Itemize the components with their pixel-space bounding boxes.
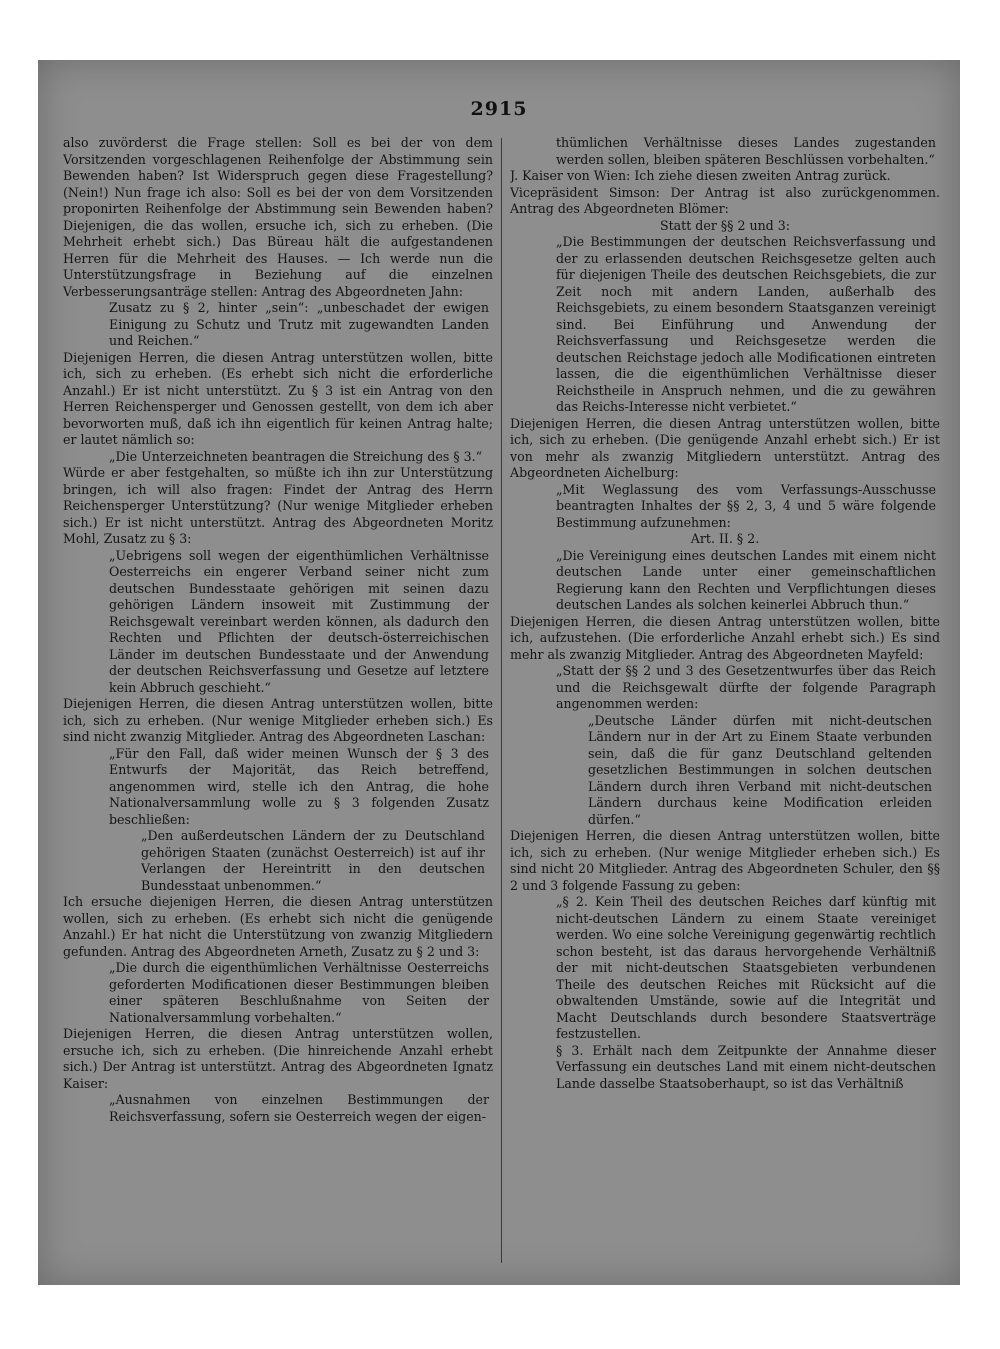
quoted-motion: „Die durch die eigenthümlichen Verhältnisse Oesterreichs geforderten Modificationen dieser Bestimmungen bleiben einer späteren Beschlußnahme von Seiten der Nationalversammlung vorbehalten.“ [109, 960, 489, 1025]
quoted-motion: „Die Vereinigung eines deutschen Landes mit einem nicht deutschen Lande unter einer gemeinschaftlichen Regierung kann den Rechten und Verpflichtungen dieses deutschen Landes als solchen keinerlei Abbruch thun.“ [556, 547, 936, 612]
paragraph: Diejenigen Herren, die diesen Antrag unterstützen wollen, bitte ich, aufzustehen. (Die erforderliche Anzahl erhebt sich.) Es sind mehr als zwanzig Mitglieder. Antrag des Abgeordneten Mayfeld: [510, 613, 940, 662]
quoted-motion: „Für den Fall, daß wider meinen Wunsch der § 3 des Entwurfs der Majorität, das Reich betreffend, angenommen wird, stelle ich den Antrag, die hohe Nationalversammlung wolle zu § 3 folgenden Zusatz beschließen: [109, 745, 489, 827]
paragraph: Diejenigen Herren, die diesen Antrag unterstützen wollen, bitte ich, sich zu erheben. (Nur wenige Mitglieder erheben sich.) Es sind nicht 20 Mitglieder. Antrag des Abgeordneten Schuler, den §§ 2 und 3 folgende Fassung zu geben: [510, 828, 940, 893]
paragraph: Ich ersuche diejenigen Herren, die diesen Antrag unterstützen wollen, sich zu erheben. (Es erhebt sich nicht die genügende Anzahl.) Er hat nicht die Unterstützung von zwanzig Mitgliedern gefunden. Antrag des Abgeordneten Arneth, Zusatz zu § 2 und 3: [63, 894, 493, 959]
section-heading: Art. II. § 2. [690, 531, 760, 546]
scanned-page [38, 60, 960, 1285]
quoted-motion: „§ 2. Kein Theil des deutschen Reiches darf künftig mit nicht-deutschen Ländern zu einem Staate vereiniget werden. Wo eine solche Vereinigung gegenwärtig rechtlich schon besteht, ist das daraus hervorgehende Verhältniß der mit nicht-deutschen Staatsgebieten verbundenen Theile des deutschen Reiches mit Rücksicht auf die obwaltenden Umstände, sowie auf die Integrität und Macht Deutschlands durch besondere Staatsverträge festzustellen. [556, 894, 936, 1041]
quoted-motion: „Uebrigens soll wegen der eigenthümlichen Verhältnisse Oesterreichs ein engerer Verband seiner nicht zum deutschen Bundesstaate gehörigen mit seinen dazu gehörigen Ländern insoweit mit Zustimmung der Reichsgewalt vereinbart werden können, als dadurch den Rechten und Pflichten der deutsch-österreichischen Länder im deutschen Bundesstaate und der Anwendung der deutschen Reichsverfassung und Gesetze auf letztere kein Abbruch geschieht.“ [109, 547, 489, 695]
right-column [510, 135, 940, 1265]
left-column [63, 135, 493, 1265]
quoted-motion: „Den außerdeutschen Ländern der zu Deutschland gehörigen Staaten (zunächst Oesterreich) ist auf ihr Verlangen der Hereintritt in den deutschen Bundesstaat unbenommen.“ [141, 828, 485, 893]
quoted-motion: Zusatz zu § 2, hinter „sein“: „unbeschadet der ewigen Einigung zu Schutz und Trutz mit zugewandten Landen und Reichen.“ [109, 300, 489, 348]
paragraph: Vicepräsident Simson: Der Antrag ist also zurückgenommen. Antrag des Abgeordneten Blömer: [510, 184, 940, 216]
quoted-motion: „Statt der §§ 2 und 3 des Gesetzentwurfes über das Reich und die Reichsgewalt dürfte der folgende Paragraph angenommen werden: [556, 663, 936, 711]
quoted-motion: „Die Unterzeichneten beantragen die Streichung des § 3.“ [109, 448, 483, 464]
paragraph: Diejenigen Herren, die diesen Antrag unterstützen wollen, bitte ich, sich zu erheben. (Die genügende Anzahl erhebt sich.) Er ist von mehr als zwanzig Mitgliedern unterstützt. Antrag des Abgeordneten Aichelburg: [510, 415, 940, 480]
quoted-motion: thümlichen Verhältnisse dieses Landes zugestanden werden sollen, bleiben späteren Beschlüssen vorbehalten.“ [556, 135, 936, 167]
quoted-motion: „Mit Weglassung des vom Verfassungs-Ausschusse beantragten Inhaltes der §§ 2, 3, 4 und 5 wäre folgende Bestimmung aufzunehmen: [556, 481, 936, 530]
quoted-motion: „Deutsche Länder dürfen mit nicht-deutschen Ländern nur in der Art zu Einem Staate verbunden sein, daß die für ganz Deutschland geltenden gesetzlichen Bestimmungen in solchen deutschen Ländern durch ihren Verband mit nicht-deutschen Ländern durchaus keine Modification erleiden dürfen.“ [588, 712, 932, 827]
page-number: 2915 [470, 98, 528, 120]
section-heading: Statt der §§ 2 und 3: [659, 217, 790, 233]
paragraph: Diejenigen Herren, die diesen Antrag unterstützen wollen, ersuche ich, sich zu erheben. (Die hinreichende Anzahl erhebt sich.) Der Antrag ist unterstützt. Antrag des Abgeordneten Ignatz Kaiser: [63, 1026, 493, 1091]
column-divider [501, 138, 502, 1263]
paragraph: Diejenigen Herren, die diesen Antrag unterstützen wollen, bitte ich, sich zu erheben. (Es erhebt sich nicht die erforderliche Anzahl.) Er ist nicht unterstützt. Zu § 3 ist ein Antrag von den Herren Reichensperger und Genossen gestellt, von dem ich aber bevorworten muß, daß ich ihn eigentlich für keinen Antrag halte; er lautet nämlich so: [63, 349, 493, 447]
quoted-motion: § 3. Erhält nach dem Zeitpunkte der Annahme dieser Verfassung ein deutsches Land mit einem nicht-deutschen Lande dasselbe Staatsoberhaupt, so ist das Verhältniß [556, 1042, 936, 1091]
paragraph: Diejenigen Herren, die diesen Antrag unterstützen wollen, bitte ich, sich zu erheben. (Nur wenige Mitglieder erheben sich.) Es sind nicht zwanzig Mitglieder. Antrag des Abgeordneten Laschan: [63, 696, 493, 744]
quoted-motion: „Die Bestimmungen der deutschen Reichsverfassung und der zu erlassenden deutschen Reichsgesetze gelten auch für diejenigen Theile des deutschen Reichsgebiets, die zur Zeit noch mit andern Landen, außerhalb des Reichsgebiets, zu einem besondern Staatsganzen vereinigt sind. Bei Einführung und Anwendung der Reichsverfassung und Reichsgesetze werden die deutschen Reichstage jedoch alle Modificationen eintreten lassen, die die eigenthümlichen Verhältnisse dieser Reichstheile in Anspruch nehmen, und die zu gewähren das Reichs-Interesse nicht verbietet.“ [556, 234, 936, 414]
paragraph: J. Kaiser von Wien: Ich ziehe diesen zweiten Antrag zurück. [510, 168, 891, 183]
paragraph: Würde er aber festgehalten, so müßte ich ihn zur Unterstützung bringen, ich will also fragen: Findet der Antrag des Herrn Reichensperger Unterstützung? (Nur wenige Mitglieder erheben sich.) Er ist nicht unterstützt. Antrag des Abgeordneten Moritz Mohl, Zusatz zu § 3: [63, 465, 493, 546]
quoted-motion: „Ausnahmen von einzelnen Bestimmungen der Reichsverfassung, sofern sie Oesterreich wegen der eigen- [109, 1092, 489, 1124]
paragraph: also zuvörderst die Frage stellen: Soll es bei der von dem Vorsitzenden vorgeschlagenen Reihenfolge der Abstimmung sein Bewenden haben? Ist Widerspruch gegen diese Fragestellung? (Nein!) Nun frage ich also: Soll es bei der von dem Vorsitzenden proponirten Reihenfolge der Abstimmung sein Bewenden haben? Diejenigen, die das wollen, ersuche ich, sich zu erheben. (Die Mehrheit erhebt sich.) Das Büreau hält die aufgestandenen Herren für die Mehrheit des Hauses. — Ich werde nun die Unterstützungsfrage in Beziehung auf die einzelnen Verbesserungsanträge stellen: Antrag des Abgeordneten Jahn: [63, 135, 493, 299]
